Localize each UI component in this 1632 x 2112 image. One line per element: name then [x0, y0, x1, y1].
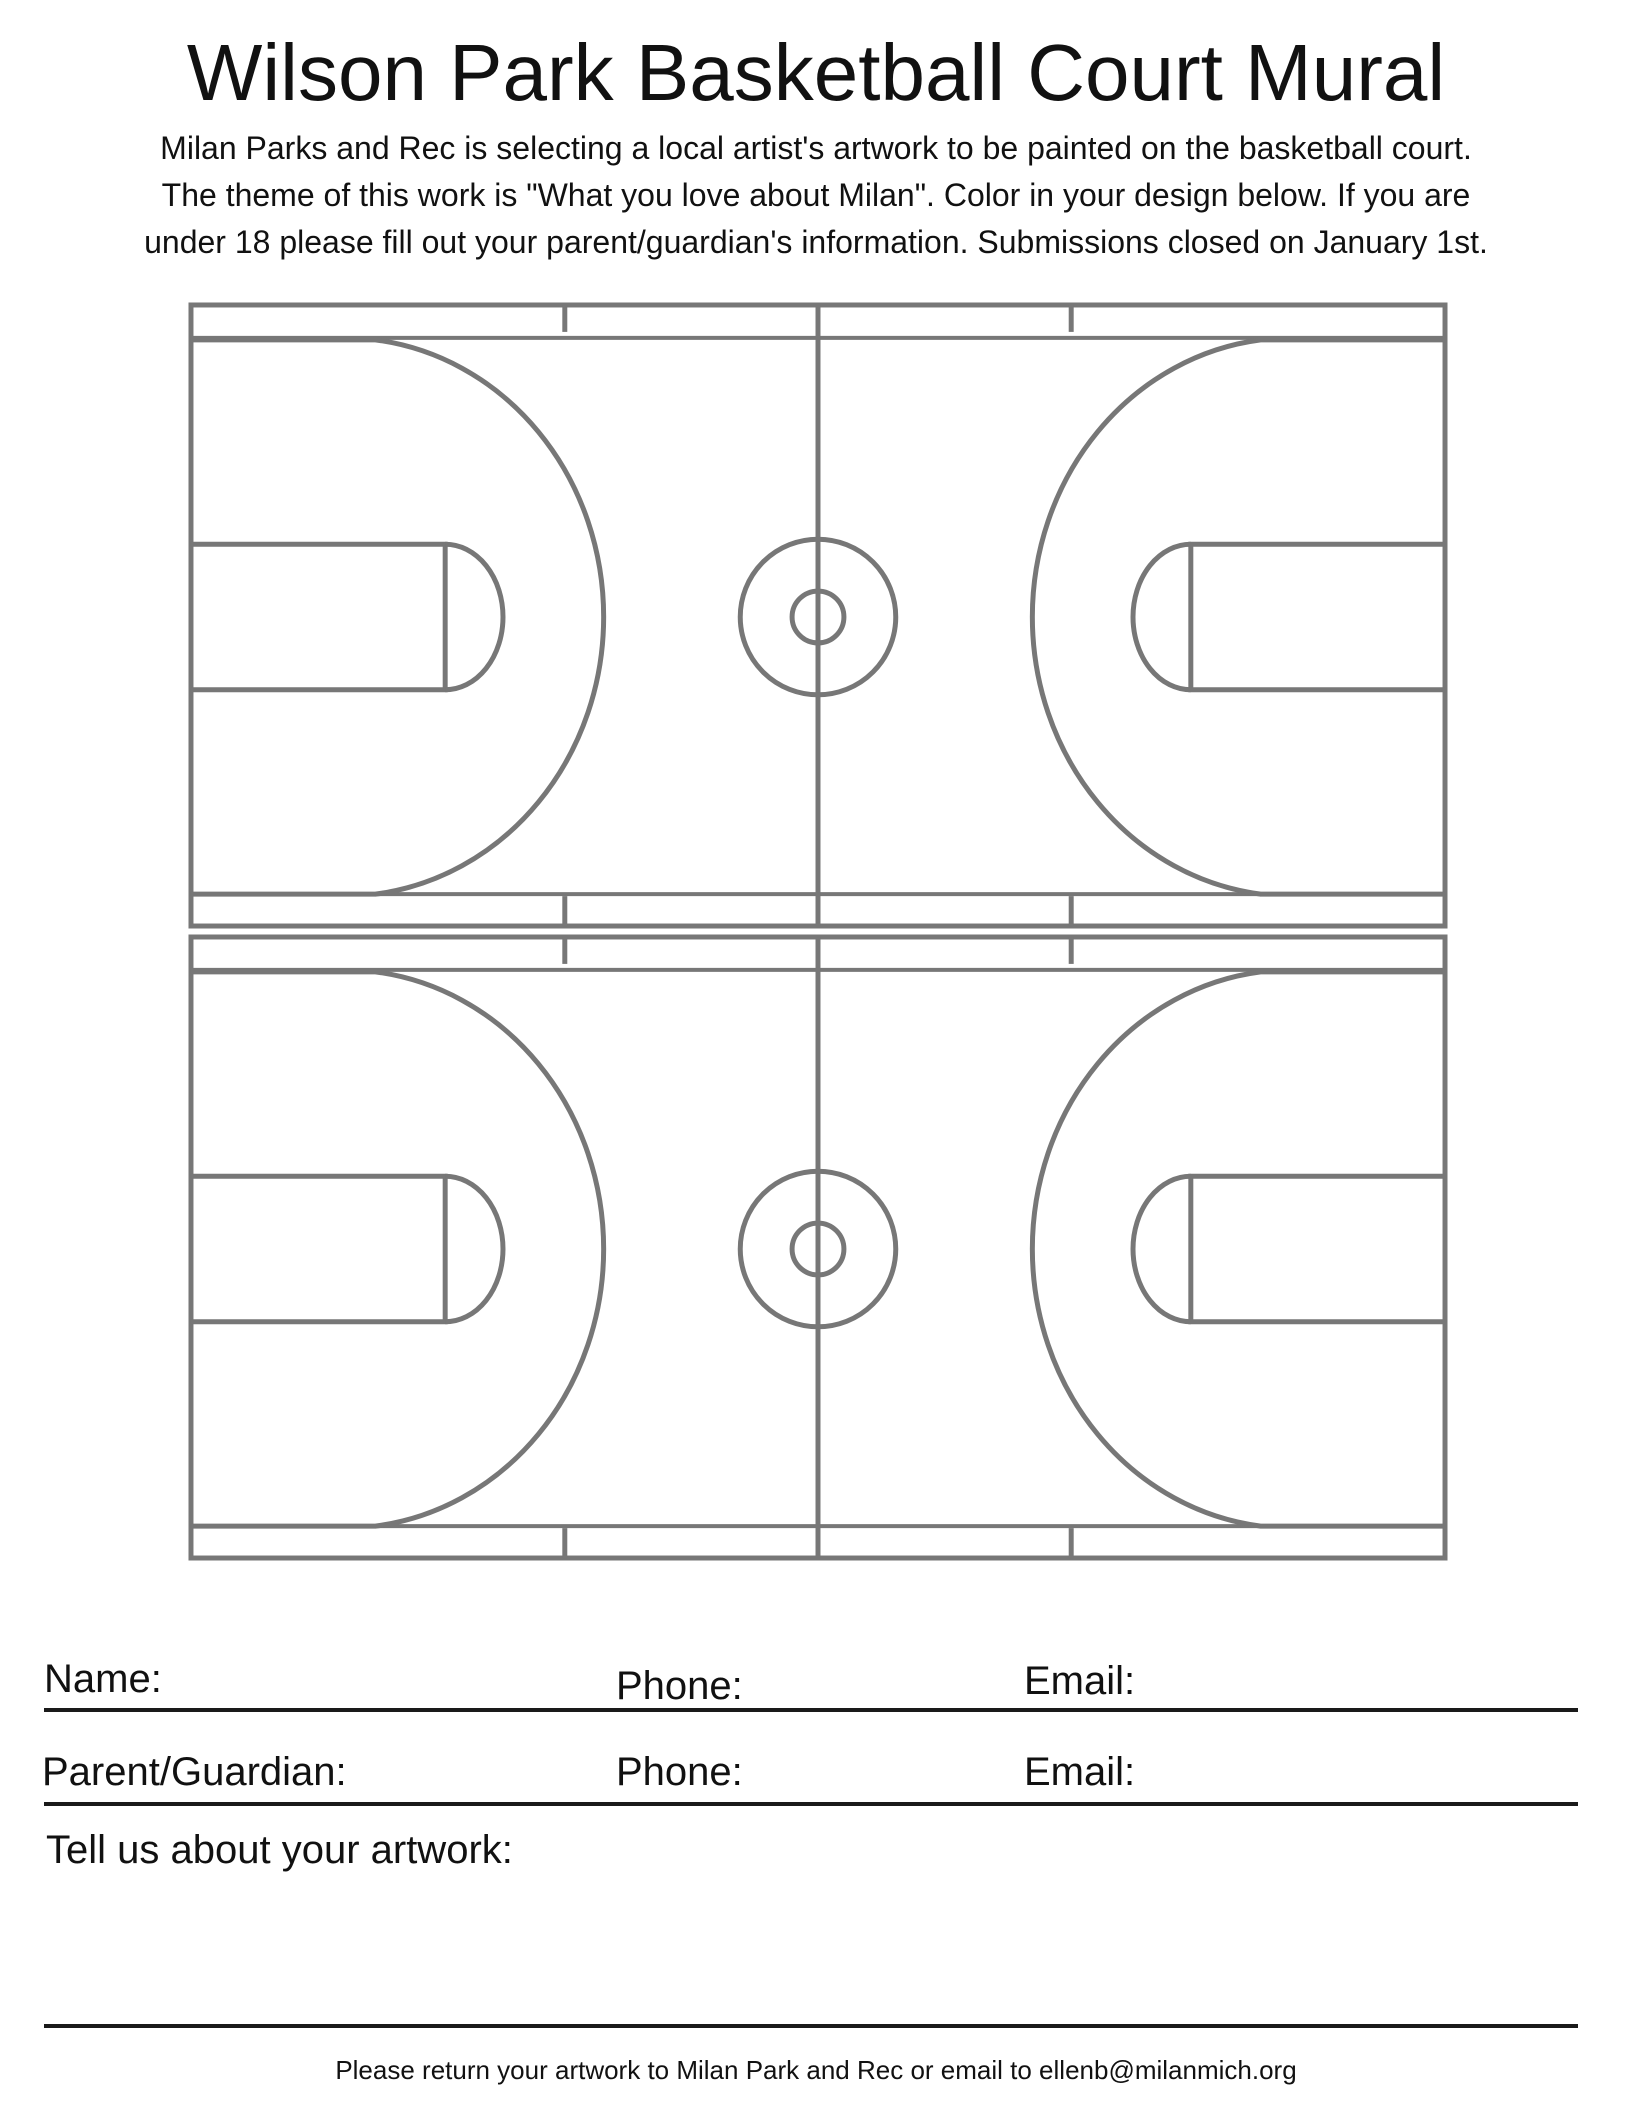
phone-label: Phone: [616, 1664, 743, 1708]
court-drawing-area[interactable] [184, 300, 1452, 1570]
parent-guardian-label: Parent/Guardian: [42, 1750, 347, 1794]
basketball-court-top[interactable] [184, 300, 1452, 932]
guardian-phone-label: Phone: [616, 1750, 743, 1794]
guardian-email-label: Email: [1024, 1750, 1136, 1794]
artwork-prompt-label: Tell us about your artwork: [46, 1828, 513, 1872]
footer-note: Please return your artwork to Milan Park and Rec or email to ellenb@milanmich.org [335, 2055, 1297, 2085]
intro-paragraph [80, 125, 1552, 266]
basketball-court-bottom[interactable] [184, 932, 1452, 1564]
email-label: Email: [1024, 1659, 1136, 1703]
artwork-description-line[interactable] [44, 2024, 1578, 2028]
name-label: Name: [44, 1657, 162, 1701]
intro-line: The theme of this work is "What you love about Milan". Color in your design below. If you are [161, 177, 1471, 213]
page-title: Wilson Park Basketball Court Mural [186, 28, 1446, 117]
intro-line: Milan Parks and Rec is selecting a local artist's artwork to be painted on the basketball court. [160, 130, 1472, 166]
intro-line: under 18 please fill out your parent/guardian's information. Submissions closed on January 1st. [144, 224, 1488, 260]
guardian-entry-line[interactable] [44, 1802, 1578, 1806]
name-entry-line[interactable] [44, 1708, 1578, 1712]
